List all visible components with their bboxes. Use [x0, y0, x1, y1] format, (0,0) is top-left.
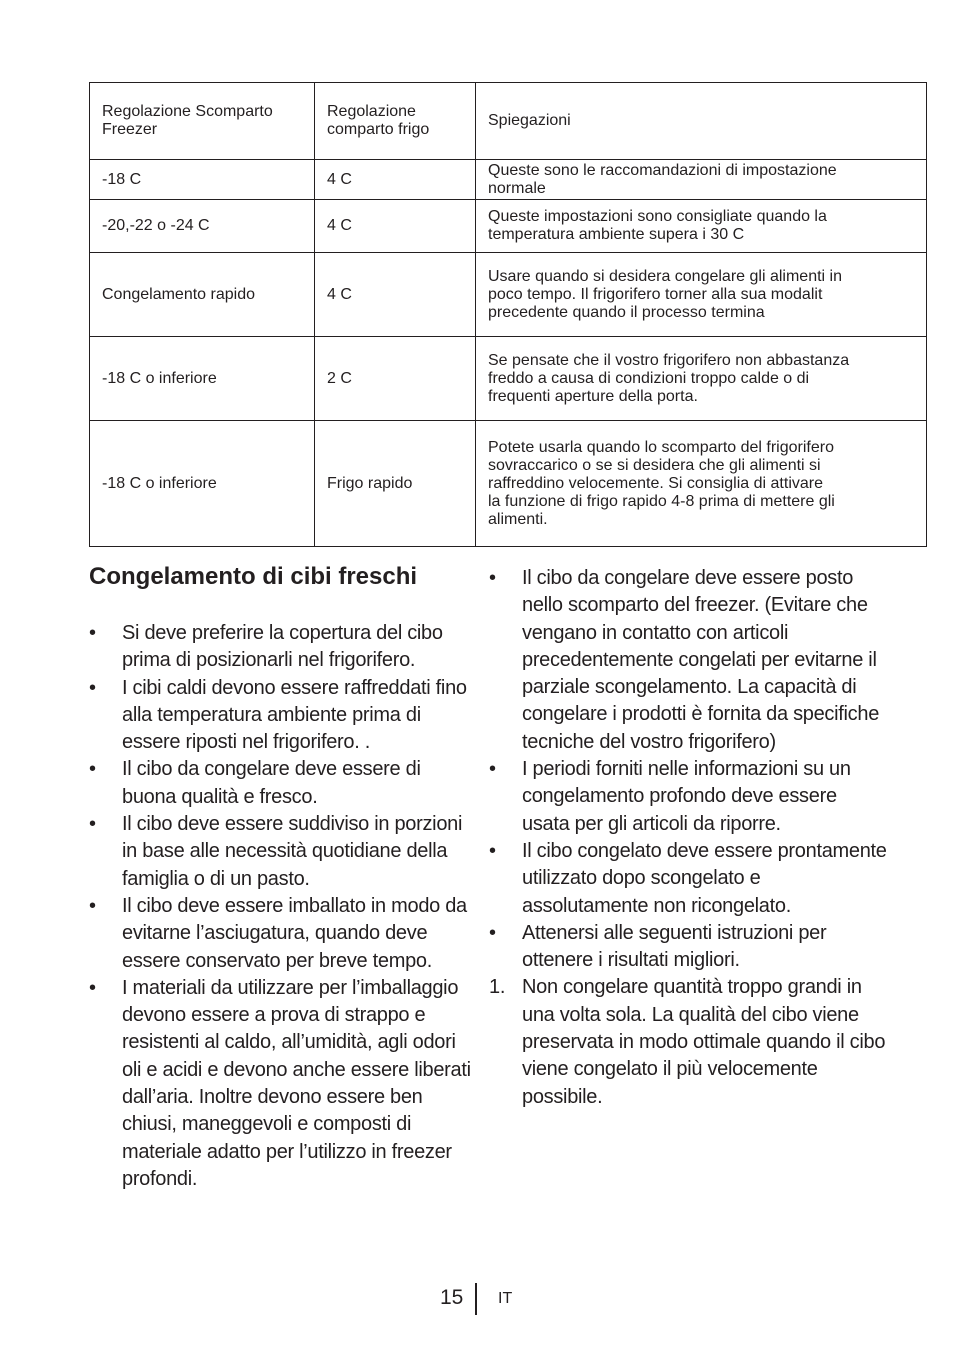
cell-freezer: Congelamento rapido	[90, 253, 315, 337]
table-header-row	[90, 83, 927, 160]
list-item-text: Il cibo congelato deve essere prontamente utilizzato dopo scongelato e assolutamente non ricongelato.	[522, 839, 887, 917]
cell-fridge: 4 C	[315, 160, 476, 200]
list-item	[489, 838, 889, 920]
list-item	[89, 811, 479, 893]
list-item-text: Il cibo da congelare deve essere di buona qualità e fresco.	[122, 758, 421, 808]
bullet-icon: •	[89, 622, 96, 644]
list-item-text: I materiali da utilizzare per l’imballaggio devono essere a prova di strappo e resistenti al caldo, all’umidità, agli odori oli e acidi e devono anche essere liberati dall’aria. Inoltre devono essere ben chiusi, maneggevoli e composti di materiale adatto per l’utilizzo in freezer profondi.	[122, 976, 471, 1190]
cell-fridge: 4 C	[315, 253, 476, 337]
settings-table	[89, 82, 927, 547]
list-item-text: Il cibo deve essere imballato in modo da evitarne l’asciugatura, quando deve essere conservato per breve tempo.	[122, 894, 467, 972]
bullet-icon: •	[89, 813, 96, 836]
bullet-icon: •	[489, 758, 496, 781]
table-row	[90, 337, 927, 421]
cell-explanation: Usare quando si desidera congelare gli alimenti in poco tempo. Il frigorifero torner alla sua modalit precedente quando il processo termina	[476, 253, 927, 337]
numbered-item	[489, 974, 889, 1110]
right-bullet-list	[489, 565, 889, 974]
bullet-icon: •	[89, 676, 96, 699]
cell-explanation: Queste sono le raccomandazioni di impostazione normale	[476, 160, 927, 200]
cell-fridge: 4 C	[315, 200, 476, 253]
numbered-list	[489, 974, 889, 1110]
step-number: 1.	[489, 976, 506, 999]
cell-explanation: Queste impostazioni sono consigliate quando la temperatura ambiente supera i 30 C	[476, 200, 927, 253]
list-item	[489, 920, 889, 975]
page-number: 15	[440, 1286, 464, 1309]
list-item	[89, 756, 479, 811]
left-column	[89, 562, 479, 1193]
numbered-item-text: Non congelare quantità troppo grandi in una volta sola. La qualità del cibo viene preservata in modo ottimale quando il cibo viene congelato il più velocemente possibile.	[522, 976, 886, 1108]
table-row	[90, 421, 927, 547]
bullet-icon: •	[489, 567, 496, 589]
cell-freezer: -18 C	[90, 160, 315, 200]
header-freezer: Regolazione Scomparto Freezer	[90, 83, 315, 160]
left-bullet-list	[89, 620, 479, 1193]
bullet-icon: •	[89, 976, 96, 999]
list-item-text: Attenersi alle seguenti istruzioni per ottenere i risultati migliori.	[522, 921, 827, 972]
table-row	[90, 160, 927, 200]
header-fridge: Regolazione comparto frigo	[315, 83, 476, 160]
list-item-text: I periodi forniti nelle informazioni su un congelamento profondo deve essere usata per gli articoli da riporre.	[522, 758, 851, 835]
bullet-icon: •	[489, 921, 496, 944]
table-row	[90, 200, 927, 253]
cell-fridge: 2 C	[315, 337, 476, 421]
list-item	[89, 675, 479, 757]
list-item-text: I cibi caldi devono essere raffreddati fino alla temperatura ambiente prima di essere riposti nel frigorifero. .	[122, 676, 467, 754]
cell-explanation: Se pensate che il vostro frigorifero non abbastanza freddo a causa di condizioni troppo calde o di frequenti aperture della porta.	[476, 337, 927, 421]
footer-divider	[475, 1283, 477, 1315]
section-title: Congelamento di cibi freschi	[89, 563, 418, 590]
cell-explanation: Potete usarla quando lo scomparto del frigorifero sovraccarico o se si desidera che gli alimenti si raffreddino velocemente. Si consiglia di attivare la funzione di frigo rapido 4-8 prima di mettere gli alimenti.	[476, 421, 927, 547]
cell-freezer: -18 C o inferiore	[90, 337, 315, 421]
list-item-text: Il cibo deve essere suddiviso in porzioni in base alle necessità quotidiane della famiglia o di un pasto.	[122, 813, 463, 890]
language-code: IT	[498, 1290, 513, 1307]
list-item	[89, 975, 479, 1193]
list-item-text: Il cibo da congelare deve essere posto nello scomparto del freezer. (Evitare che vengano in contatto con articoli precedentemente congelati per evitarne il parziale scongelamento. La capacità di congelare i prodotti è fornita da specifiche tecniche del vostro frigorifero)	[522, 567, 880, 753]
cell-fridge: Frigo rapido	[315, 421, 476, 547]
list-item	[89, 620, 479, 675]
list-item	[489, 756, 889, 838]
list-item-text: Si deve preferire la copertura del cibo prima di posizionarli nel frigorifero.	[122, 622, 443, 672]
cell-freezer: -18 C o inferiore	[90, 421, 315, 547]
bullet-icon: •	[89, 894, 96, 917]
list-item	[89, 893, 479, 975]
cell-freezer: -20,-22 o -24 C	[90, 200, 315, 253]
header-explanation: Spiegazioni	[476, 83, 927, 160]
right-column	[489, 565, 889, 1111]
bullet-icon: •	[489, 839, 496, 862]
bullet-icon: •	[89, 758, 96, 781]
list-item	[489, 565, 889, 756]
table-row	[90, 253, 927, 337]
